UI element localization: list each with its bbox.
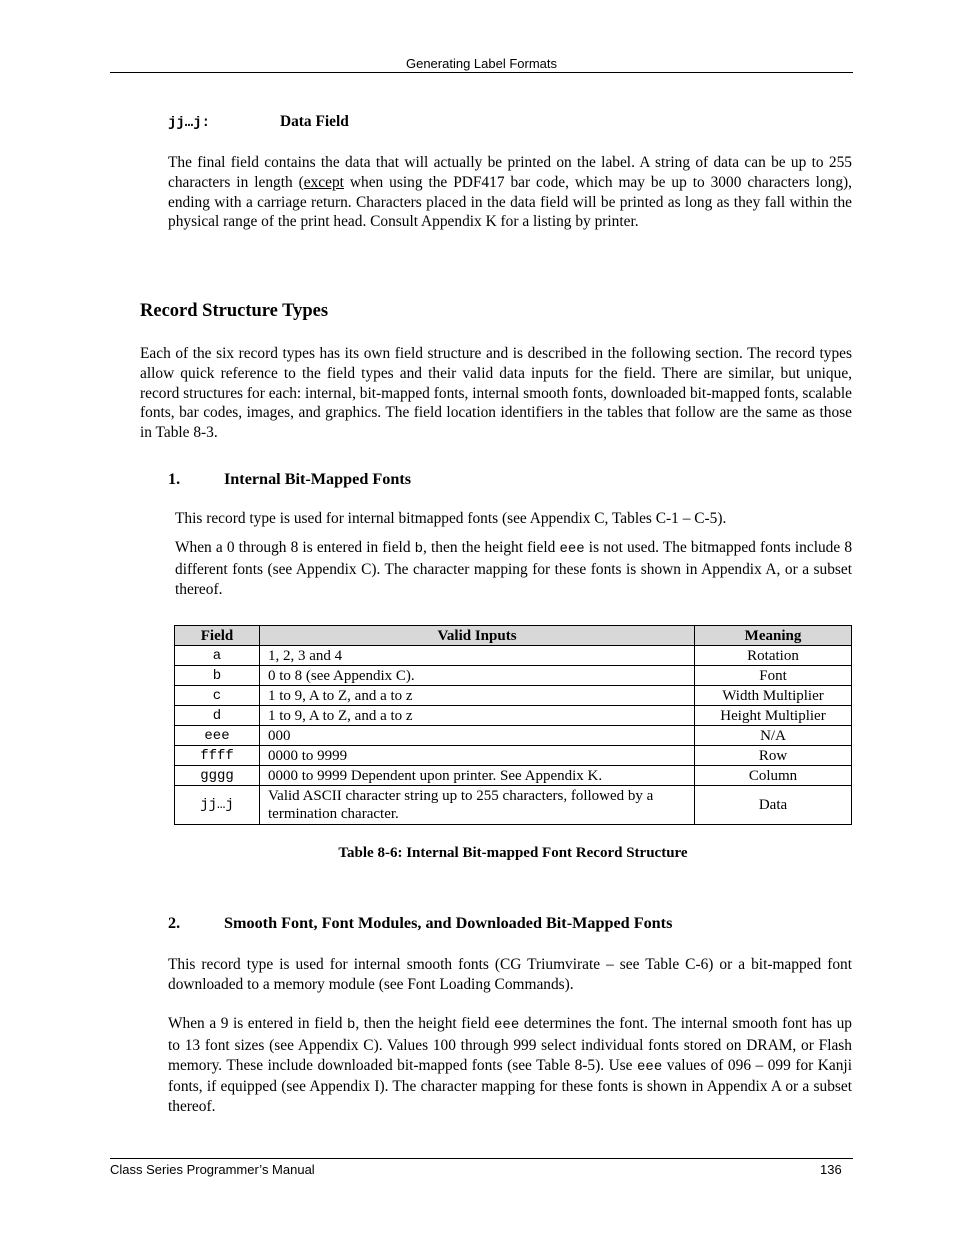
field-cell: gggg bbox=[175, 766, 260, 786]
table-row bbox=[175, 746, 852, 766]
field-cell: jj…j bbox=[175, 786, 260, 825]
underlined-text: except bbox=[303, 173, 344, 191]
text-run: , then the height field bbox=[423, 539, 560, 556]
text-run: determines the font. The internal smooth font has up to 13 font sizes (see Appendix C). Values 100 through 999 select individual fonts stored on DRAM, or Flash memory. These include downloaded bit-mapped fonts (see Table 8-5). Use bbox=[168, 1015, 852, 1074]
section1-paragraph-1: This record type is used for internal bitmapped fonts (see Appendix C, Tables C-1 – C-5). bbox=[175, 510, 727, 527]
subsection-number: 2. bbox=[168, 914, 181, 932]
table-row bbox=[175, 726, 852, 746]
valid-inputs-cell: 0 to 8 (see Appendix C). bbox=[260, 666, 695, 686]
column-header-meaning: Meaning bbox=[695, 626, 852, 646]
data-field-code: jj…j: bbox=[168, 115, 211, 131]
footer-manual-title: Class Series Programmer’s Manual bbox=[110, 1162, 315, 1177]
field-cell: b bbox=[175, 666, 260, 686]
table-row bbox=[175, 786, 852, 825]
meaning-cell: Height Multiplier bbox=[695, 706, 852, 726]
section1-paragraph-2 bbox=[175, 538, 852, 599]
code-run: eee bbox=[559, 541, 585, 557]
text-run: When a 0 through 8 is entered in field bbox=[175, 539, 415, 556]
valid-inputs-cell: 1, 2, 3 and 4 bbox=[260, 646, 695, 666]
column-header-valid-inputs: Valid Inputs bbox=[260, 626, 695, 646]
section2-paragraph-1: This record type is used for internal smooth fonts (CG Triumvirate – see Table C-6) or a bit-mapped font downloaded to a memory module (see Font Loading Commands). bbox=[168, 956, 852, 993]
section2-paragraph-2 bbox=[168, 1014, 852, 1117]
meaning-cell: Data bbox=[695, 786, 852, 825]
subsection-heading-2 bbox=[168, 914, 672, 933]
code-run: eee bbox=[637, 1058, 663, 1075]
record-structure-table bbox=[174, 625, 852, 825]
data-field-definition bbox=[168, 113, 349, 131]
text-run: when using the PDF417 bar code, which may be up to 3000 characters long), ending with a carriage return. Characters placed in the data field will be printed as long as they fall within the physical range of the print head. Consult Appendix K for a listing by printer. bbox=[168, 173, 852, 231]
subsection-title: Smooth Font, Font Modules, and Downloaded Bit-Mapped Fonts bbox=[224, 914, 673, 932]
code-run: b bbox=[414, 541, 424, 557]
text-run: , then the height field bbox=[355, 1015, 495, 1032]
meaning-cell: Width Multiplier bbox=[695, 686, 852, 706]
valid-inputs-cell: 000 bbox=[260, 726, 695, 746]
field-cell: d bbox=[175, 706, 260, 726]
valid-inputs-cell: 0000 to 9999 bbox=[260, 746, 695, 766]
text-run: The final field contains the data that will actually be printed on the label. A string of data can be up to 255 characters in length ( bbox=[168, 154, 852, 191]
table-row bbox=[175, 666, 852, 686]
header-rule bbox=[110, 72, 853, 73]
table-row bbox=[175, 706, 852, 726]
field-cell: a bbox=[175, 646, 260, 666]
field-cell: eee bbox=[175, 726, 260, 746]
section-heading: Record Structure Types bbox=[140, 301, 329, 321]
table-row bbox=[175, 686, 852, 706]
table-caption: Table 8-6: Internal Bit-mapped Font Record Structure bbox=[338, 845, 688, 861]
subsection-number: 1. bbox=[168, 470, 181, 488]
subsection-heading-1 bbox=[168, 470, 411, 489]
valid-inputs-cell: 1 to 9, A to Z, and a to z bbox=[260, 706, 695, 726]
subsection-title: Internal Bit-Mapped Fonts bbox=[224, 470, 412, 488]
meaning-cell: Font bbox=[695, 666, 852, 686]
code-run: b bbox=[346, 1017, 356, 1033]
meaning-cell: Row bbox=[695, 746, 852, 766]
field-cell: ffff bbox=[175, 746, 260, 766]
running-header: Generating Label Formats bbox=[405, 56, 558, 71]
text-run: values of 096 – 099 for Kanji fonts, if equipped (see Appendix I). The character mapping for these fonts is shown in Appendix A or a subset thereof. bbox=[168, 1056, 852, 1116]
text-run: is not used. The bitmapped fonts include 8 different fonts (see Appendix C). The character mapping for these fonts is shown in Appendix A, or a subset thereof. bbox=[175, 539, 853, 598]
meaning-cell: Rotation bbox=[695, 646, 852, 666]
column-header-field: Field bbox=[175, 626, 260, 646]
text-run: When a 9 is entered in field bbox=[168, 1015, 347, 1032]
data-field-paragraph bbox=[168, 153, 852, 232]
valid-inputs-cell: Valid ASCII character string up to 255 characters, followed by a termination character. bbox=[260, 786, 695, 825]
code-run: eee bbox=[494, 1017, 520, 1033]
record-structure-paragraph: Each of the six record types has its own field structure and is described in the following section. The record types allow quick reference to the field types and their valid data inputs for the field. There are similar, but unique, record structures for each: internal, bit-mapped fonts, internal smooth fonts, downloaded bit-mapped fonts, scalable fonts, bar codes, images, and graphics. The field location identifiers in the tables that follow are the same as those in Table 8-3. bbox=[140, 345, 852, 442]
meaning-cell: Column bbox=[695, 766, 852, 786]
footer-rule bbox=[110, 1158, 853, 1159]
valid-inputs-cell: 0000 to 9999 Dependent upon printer. See Appendix K. bbox=[260, 766, 695, 786]
valid-inputs-cell: 1 to 9, A to Z, and a to z bbox=[260, 686, 695, 706]
meaning-cell: N/A bbox=[695, 726, 852, 746]
data-field-label: Data Field bbox=[280, 113, 349, 130]
field-cell: c bbox=[175, 686, 260, 706]
table-row bbox=[175, 766, 852, 786]
table-header-row bbox=[175, 626, 852, 646]
page-number: 136 bbox=[820, 1162, 842, 1177]
table-row bbox=[175, 646, 852, 666]
